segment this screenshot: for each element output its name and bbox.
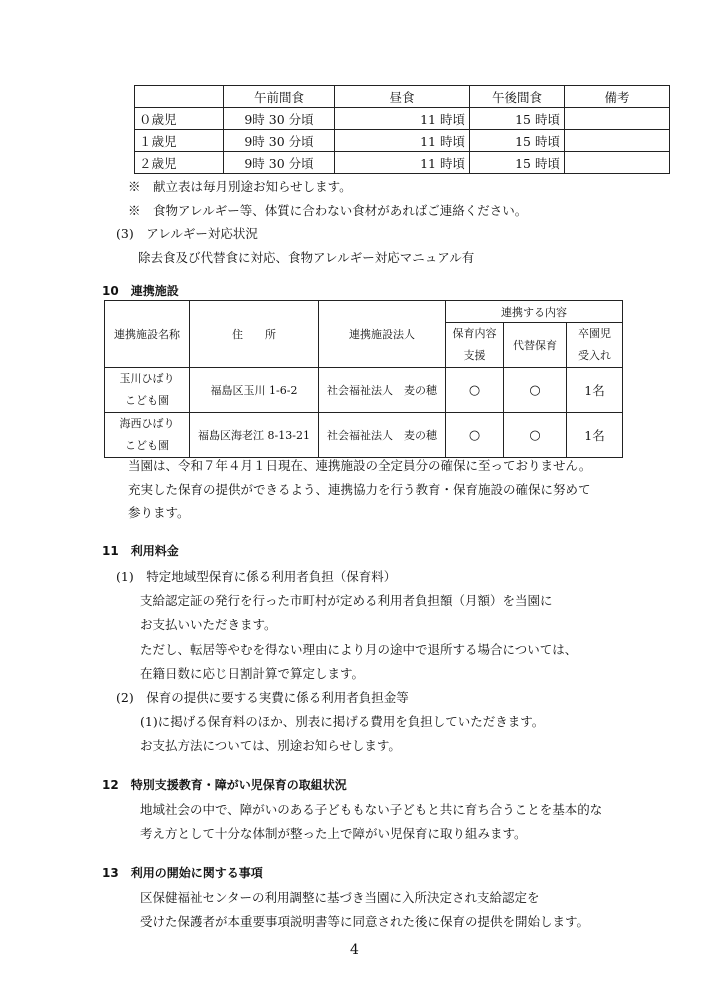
header-cell: 午前間食 — [224, 86, 335, 108]
table-cell — [565, 108, 670, 130]
paragraph-line: 在籍日数に応じ日割計算で算定します。 — [140, 666, 365, 681]
paragraph-line: 考え方として十分な体制が整った上で障がい児保育に取り組みます。 — [140, 826, 527, 841]
facility-name: こども園 — [125, 394, 169, 407]
header-line: 卒園児 — [578, 327, 611, 340]
section-heading: 12 特別支援教育・障がい児保育の取組状況 — [102, 778, 347, 792]
allergy-body: 除去食及び代替食に対応、食物アレルギー対応マニュアル有 — [138, 250, 475, 265]
table-cell: 11 時頃 — [335, 108, 470, 130]
meal-note: ※ 献立表は毎月別途お知らせします。 — [128, 179, 352, 194]
support-cell: ○ — [446, 413, 504, 458]
table-cell: 11 時頃 — [335, 130, 470, 152]
facility-name: 海西ひばり — [119, 417, 175, 430]
paragraph-line: 支給認定証の発行を行った市町村が定める利用者負担額（月額）を当園に — [140, 593, 553, 608]
facility-name-cell — [105, 368, 190, 413]
table-cell — [565, 130, 670, 152]
table-row — [135, 152, 670, 174]
meal-note: ※ 食物アレルギー等、体質に合わない食材があればご連絡ください。 — [128, 203, 528, 218]
table-cell: 9時 30 分頃 — [224, 130, 335, 152]
address-cell: 福島区海老江 8-13-21 — [190, 413, 319, 458]
table-cell: 9時 30 分頃 — [224, 152, 335, 174]
paragraph-line: (1) 特定地域型保育に係る利用者負担（保育料） — [116, 569, 397, 584]
paragraph-line: 区保健福祉センターの利用調整に基づき当園に入所決定され支給認定を — [140, 890, 540, 905]
header-cell: 住 所 — [190, 301, 319, 368]
table-header-row — [105, 301, 623, 323]
table-cell — [565, 152, 670, 174]
table-row — [105, 368, 623, 413]
header-cell: 連携する内容 — [446, 301, 623, 323]
header-cell — [567, 323, 623, 368]
paragraph-line: お支払方法については、別途お知らせします。 — [140, 738, 401, 753]
paragraph-line: 参ります。 — [128, 505, 190, 520]
table-cell: 15 時頃 — [470, 152, 565, 174]
header-cell: 備考 — [565, 86, 670, 108]
table-cell: 11 時頃 — [335, 152, 470, 174]
table-header-row — [135, 86, 670, 108]
graduate-cell: 1名 — [567, 368, 623, 413]
page-number: 4 — [350, 942, 359, 958]
corporation-cell: 社会福祉法人 麦の穂 — [319, 413, 446, 458]
header-cell — [446, 323, 504, 368]
facility-name: 玉川ひばり — [119, 372, 175, 385]
header-cell: 連携施設名称 — [105, 301, 190, 368]
table-row — [105, 413, 623, 458]
substitute-cell: ○ — [504, 368, 567, 413]
paragraph-line: 地域社会の中で、障がいのある子どももない子どもと共に育ち合うことを基本的な — [140, 802, 603, 817]
paragraph-line: ただし、転居等やむを得ない理由により月の途中で退所する場合については、 — [140, 642, 578, 657]
section-heading: 13 利用の開始に関する事項 — [102, 866, 263, 880]
header-cell — [135, 86, 224, 108]
paragraph-line: (2) 保育の提供に要する実費に係る利用者負担金等 — [116, 690, 409, 705]
header-cell: 連携施設法人 — [319, 301, 446, 368]
header-line: 保育内容 — [452, 327, 497, 340]
header-line: 受入れ — [578, 349, 611, 362]
table-cell: 9時 30 分頃 — [224, 108, 335, 130]
allergy-heading: (3) アレルギー対応状況 — [116, 226, 258, 241]
graduate-cell: 1名 — [567, 413, 623, 458]
table-cell: ２歳児 — [135, 152, 224, 174]
table-row — [135, 108, 670, 130]
facility-name: こども園 — [125, 439, 169, 452]
paragraph-line: お支払いいただきます。 — [140, 617, 277, 632]
table-cell: 15 時頃 — [470, 108, 565, 130]
meal-schedule-table — [134, 85, 670, 174]
header-line: 支援 — [463, 349, 486, 362]
paragraph-line: 受けた保護者が本重要事項説明書等に同意された後に保育の提供を開始します。 — [140, 914, 590, 929]
address-cell: 福島区玉川 1-6-2 — [190, 368, 319, 413]
header-cell: 昼食 — [335, 86, 470, 108]
paragraph-line: 当園は、令和７年４月１日現在、連携施設の全定員分の確保に至っておりません。 — [128, 458, 592, 473]
paragraph-line: 充実した保育の提供ができるよう、連携協力を行う教育・保育施設の確保に努めて — [128, 482, 591, 497]
corporation-cell: 社会福祉法人 麦の穂 — [319, 368, 446, 413]
table-cell: 15 時頃 — [470, 130, 565, 152]
support-cell: ○ — [446, 368, 504, 413]
facility-name-cell — [105, 413, 190, 458]
substitute-cell: ○ — [504, 413, 567, 458]
paragraph-line: (1)に掲げる保育料のほか、別表に掲げる費用を負担していただきます。 — [140, 714, 545, 729]
header-cell: 午後間食 — [470, 86, 565, 108]
section-heading: 11 利用料金 — [102, 544, 179, 558]
header-cell: 代替保育 — [504, 323, 567, 368]
table-cell: ０歳児 — [135, 108, 224, 130]
table-row — [135, 130, 670, 152]
table-cell: １歳児 — [135, 130, 224, 152]
section-heading: 10 連携施設 — [102, 284, 179, 298]
partner-facility-table — [104, 300, 623, 458]
